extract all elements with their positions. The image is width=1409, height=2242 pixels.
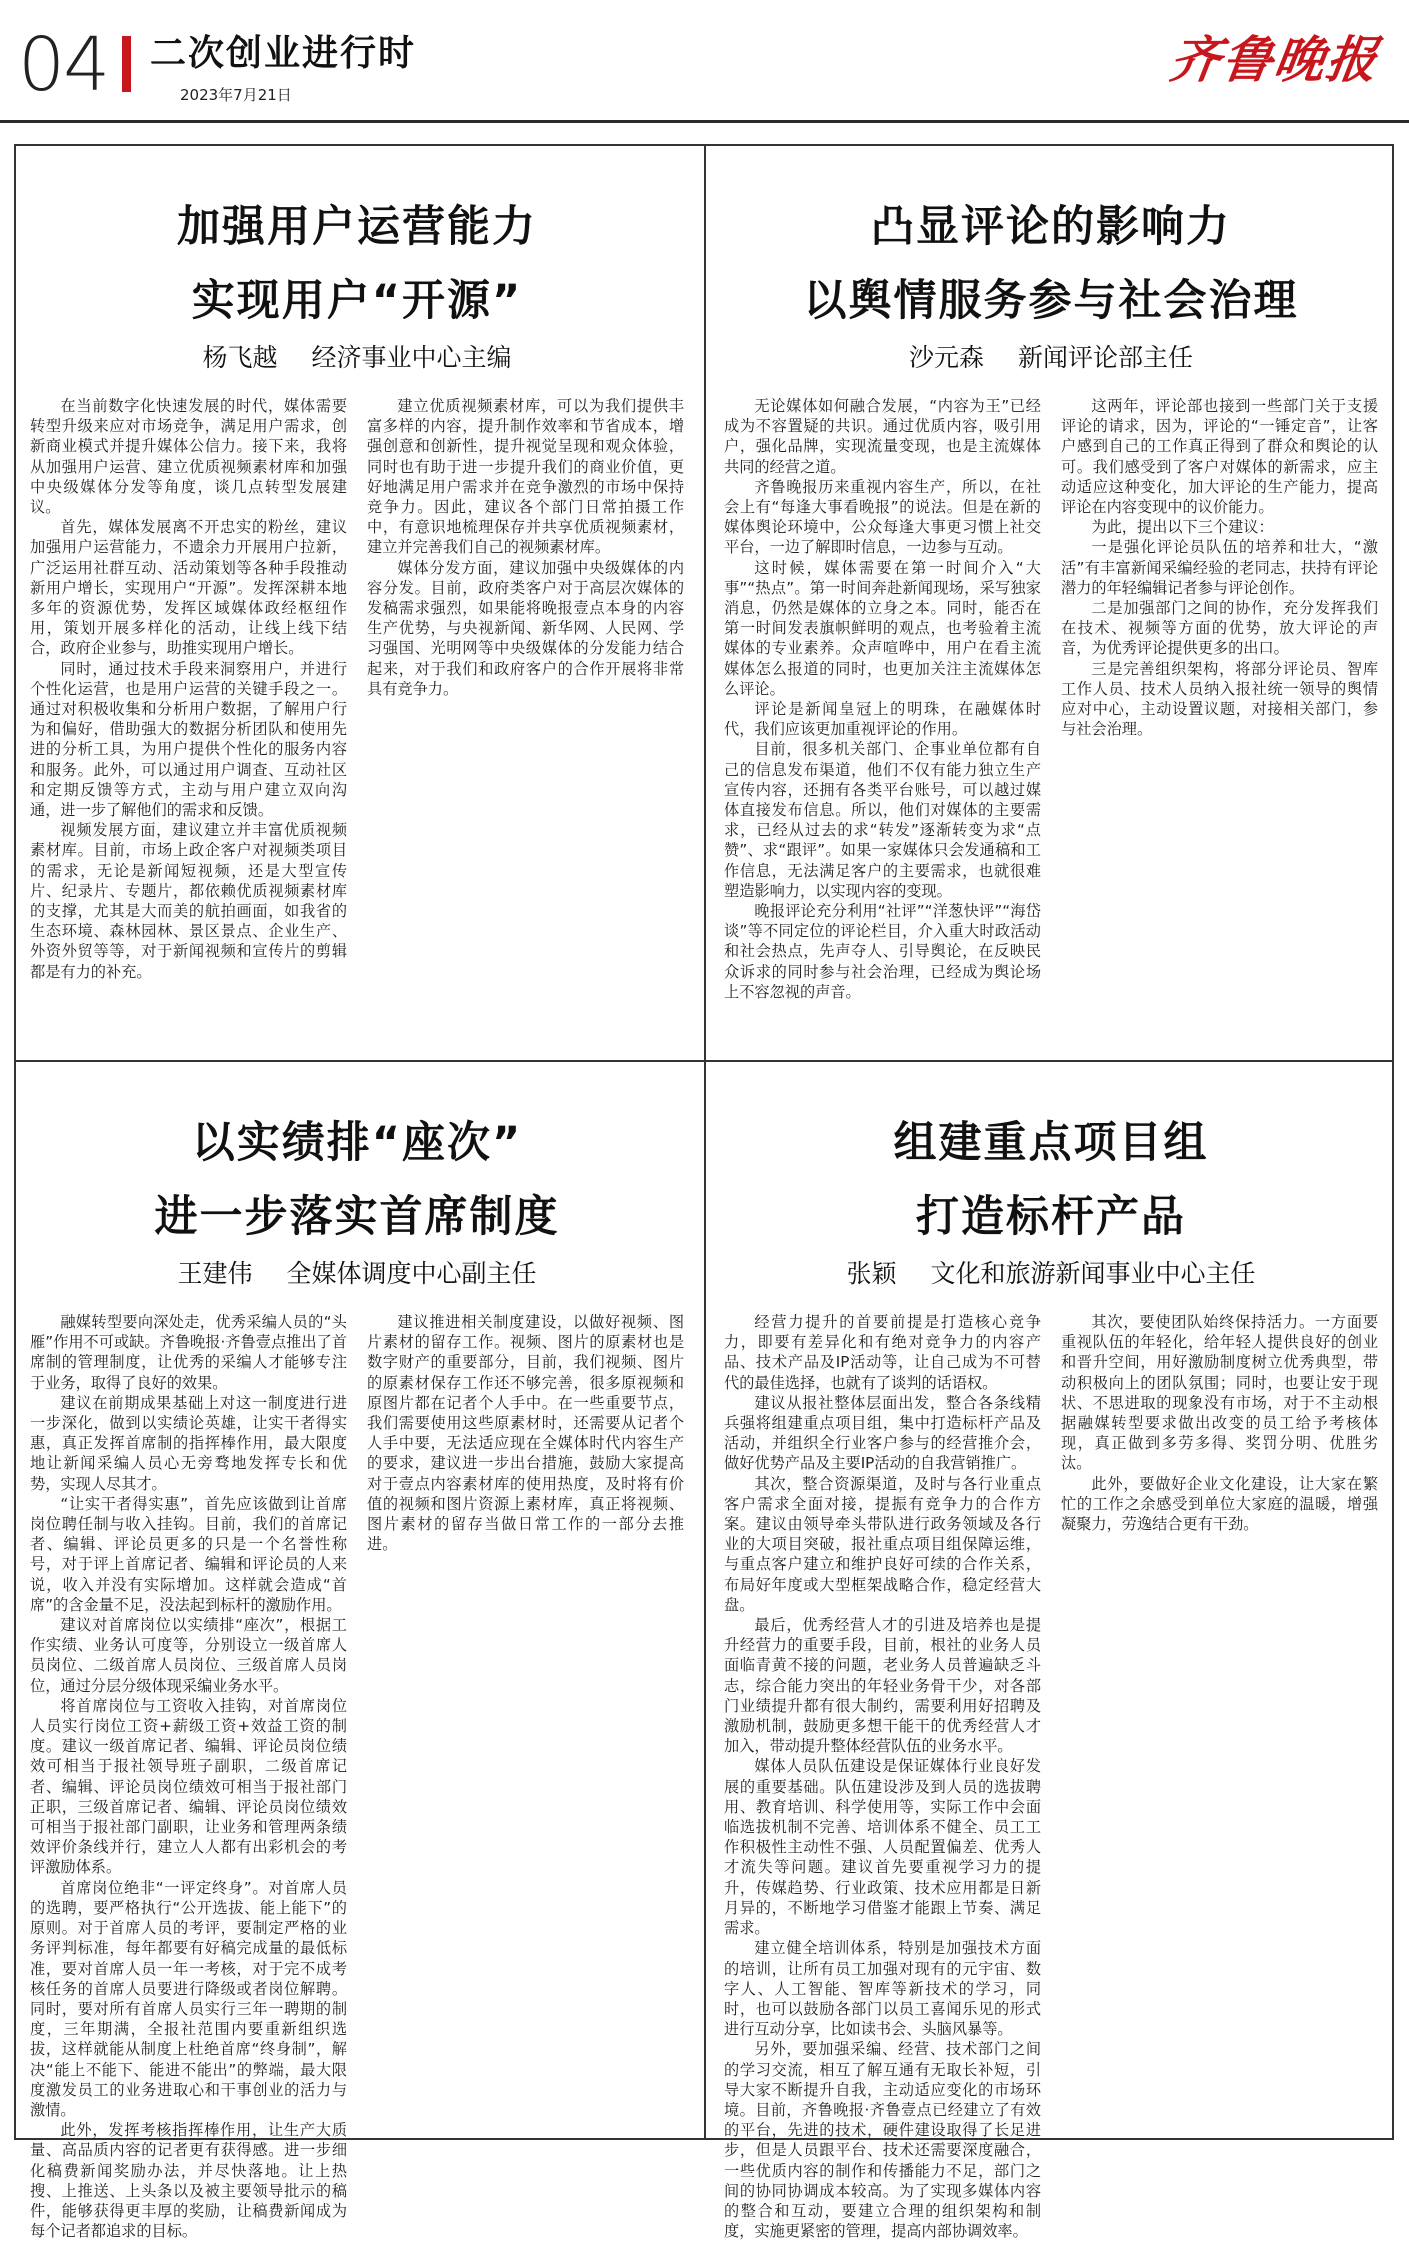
article-title-line1: 组建重点项目组 (893, 1118, 1209, 1168)
paragraph: 这两年，评论部也接到一些部门关于支援评论的请求，因为，评论的“一锤定音”，让客户感到自己的工作真正得到了群众和舆论的认可。我们感受到了客户对媒体的新需求，应主动适应这种变化，加大评论的生产能力，提高评论在内容变现中的议价能力。 (1061, 397, 1378, 517)
author-role: 经济事业中心主编 (311, 343, 512, 372)
paragraph: 建议推进相关制度建设，以做好视频、图片素材的留存工作。视频、图片的原素材也是数字财产的重要部分，目前，我们视频、图片的原素材保存工作还不够完善，很多原视频和原图片都在记者个人手中。在一些重要节点，我们需要使用这些原素材时，还需要从记者个人手中要，无法适应现在全媒体时代内容生产的要求，建议进一步出台措施，鼓励大家提高对于壹点内容素材库的使用热度，及时将有价值的视频和图片资源上素材库，真正将视频、图片素材的留存当做日常工作的一部分去推进。 (367, 1313, 684, 1554)
article-chief-system (30, 1106, 684, 2242)
article-title-line1: 凸显评论的影响力 (871, 202, 1231, 252)
article-title-line2: 打造标杆产品 (916, 1192, 1186, 1242)
newspaper-logo: 齐鲁晚报 (1166, 30, 1383, 89)
article-key-projects (724, 1106, 1378, 2242)
vertical-divider (704, 144, 706, 2140)
paragraph: 此外，发挥考核指挥棒作用，让生产大质量、高品质内容的记者更有获得感。进一步细化稿费新闻奖励办法，并尽快落地。让上热搜、上推送、上头条以及被主要领导批示的稿件，能够获得更丰厚的奖励，让稿费新闻成为每个记者都追求的目标。 (30, 2121, 347, 2241)
paragraph: 将首席岗位与工资收入挂钩，对首席岗位人员实行岗位工资+薪级工资+效益工资的制度。建议一级首席记者、编辑、评论员岗位绩效可相当于报社领导班子副职，二级首席记者、编辑、评论员岗位绩效可相当于报社部门正职，三级首席记者、编辑、评论员岗位绩效可相当于报社部门副职，让业务和管理两条绩效评价条线并行，建立人人都有出彩机会的考评激励体系。 (30, 1696, 347, 1877)
article-title-line1: 加强用户运营能力 (177, 202, 537, 252)
author-name: 杨飞越 (202, 343, 278, 372)
paragraph: 建立健全培训体系，特别是加强技术方面的培训，让所有员工加强对现有的元宇宙、数字人、人工智能、智库等新技术的学习，同时，也可以鼓励各部门以员工喜闻乐见的形式进行互动分享，比如读书会、头脑风暴等。 (724, 1939, 1041, 2039)
paragraph: 其次，整合资源渠道，及时与各行业重点客户需求全面对接，提振有竞争力的合作方案。建议由领导牵头带队进行政务领域及各行业的大项目突破，报社重点项目组保障运维，与重点客户建立和维护良好可续的合作关系，布局好年度或大型框架战略合作，稳定经营大盘。 (724, 1474, 1041, 1614)
paragraph: 此外，要做好企业文化建设，让大家在繁忙的工作之余感受到单位大家庭的温暖，增强凝聚力，劳逸结合更有干劲。 (1061, 1474, 1378, 1534)
article-byline (724, 340, 1378, 376)
section-title: 二次创业进行时 (150, 33, 417, 74)
paragraph: 视频发展方面，建议建立并丰富优质视频素材库。目前，市场上政企客户对视频类项目的需求，无论是新闻短视频，还是大型宣传片、纪录片、专题片，都依赖优质视频素材库的支撑，尤其是大而美的航拍画面，如我省的生态环境、森林园林、景区景点、企业生产、外资外贸等等，对于新闻视频和宣传片的剪辑都是有力的补充。 (30, 821, 347, 981)
article-body (30, 1312, 684, 2242)
paragraph: 评论是新闻皇冠上的明珠，在融媒体时代，我们应该更加重视评论的作用。 (724, 700, 1041, 739)
author-role: 新闻评论部主任 (1018, 343, 1194, 372)
article-byline (30, 1256, 684, 1292)
author-role: 全媒体调度中心副主任 (286, 1259, 537, 1288)
section-accent-bar (122, 36, 131, 92)
article-commentary (724, 190, 1378, 1006)
paragraph: 首先，媒体发展离不开忠实的粉丝，建议加强用户运营能力，不遗余力开展用户拉新，广泛运用社群互动、活动策划等各种手段推动新用户增长，实现用户“开源”。发挥深耕本地多年的资源优势，发挥区域媒体政经枢纽作用，策划开展多样化的活动，让线上线下结合，政府企业参与，助推实现用户增长。 (30, 518, 347, 658)
paragraph: 融媒转型要向深处走，优秀采编人员的“头雁”作用不可或缺。齐鲁晚报·齐鲁壹点推出了首席制的管理制度，让优秀的采编人才能够专注于业务，取得了良好的效果。 (30, 1313, 347, 1392)
author-role: 文化和旅游新闻事业中心主任 (930, 1259, 1256, 1288)
paragraph: 媒体分发方面，建议加强中央级媒体的内容分发。目前，政府类客户对于高层次媒体的发稿需求强烈，如果能将晚报壹点本身的内容生产优势，与央视新闻、新华网、人民网、学习强国、光明网等中央级媒体的分发能力结合起来，对于我们和政府客户的合作开展将非常具有竞争力。 (367, 558, 684, 698)
paragraph: “让实干者得实惠”，首先应该做到让首席岗位聘任制与收入挂钩。目前，我们的首席记者、编辑、评论员更多的只是一个名誉性称号，对于评上首席记者、编辑和评论员的人来说，收入并没有实际增加。这样就会造成“首席”的含金量不足，没法起到标杆的激励作用。 (30, 1494, 347, 1614)
article-byline (30, 340, 684, 376)
article-title-line1: 以实绩排“座次” (191, 1118, 523, 1168)
paragraph: 目前，很多机关部门、企事业单位都有自己的信息发布渠道，他们不仅有能力独立生产宣传内容，还拥有各类平台账号，可以越过媒体直接发布信息。所以，他们对媒体的主要需求，已经从过去的求“转发”逐渐转变为求“点赞”、求“跟评”。如果一家媒体只会发通稿和工作信息，无法满足客户的主要需求，也就很难塑造影响力，以实现内容的变现。 (724, 740, 1041, 900)
paragraph: 三是完善组织架构，将部分评论员、智库工作人员、技术人员纳入报社统一领导的舆情应对中心，主动设置议题，对接相关部门，参与社会治理。 (1061, 659, 1378, 739)
paragraph: 无论媒体如何融合发展，“内容为王”已经成为不容置疑的共识。通过优质内容，吸引用户，强化品牌，实现流量变现，也是主流媒体共同的经营之道。 (724, 397, 1041, 476)
paragraph: 媒体人员队伍建设是保证媒体行业良好发展的重要基础。队伍建设涉及到人员的选拔聘用、教育培训、科学使用等，实际工作中会面临选拔机制不完善、培训体系不健全、员工工作积极性主动性不强、人员配置偏差、优秀人才流失等问题。建议首先要重视学习力的提升，传媒趋势、行业政策、技术应用都是日新月异的，不断地学习借鉴才能跟上节奏、满足需求。 (724, 1757, 1041, 1938)
article-body (724, 1312, 1378, 2242)
article-body (724, 396, 1378, 1006)
paragraph: 在当前数字化快速发展的时代，媒体需要转型升级来应对市场竞争，满足用户需求，创新商业模式并提升媒体公信力。接下来，我将从加强用户运营、建立优质视频素材库和加强中央级媒体分发等角度，谈几点转型发展建议。 (30, 397, 347, 517)
article-user-operation (30, 190, 684, 1006)
header-rule (0, 120, 1409, 123)
paragraph: 建议从报社整体层面出发，整合各条线精兵强将组建重点项目组，集中打造标杆产品及活动，并组织全行业客户参与的经营推介会，做好优势产品及主要IP活动的自我营销推广。 (724, 1393, 1041, 1473)
paragraph: 其次，要使团队始终保持活力。一方面要重视队伍的年轻化，给年轻人提供良好的创业和晋升空间，用好激励制度树立优秀典型，带动积极向上的团队氛围；同时，也要让安于现状、不思进取的现象没有市场，对于不主动根据融媒转型要求做出改变的员工给予考核体现，真正做到多劳多得、奖罚分明、优胜劣汰。 (1061, 1313, 1378, 1473)
paragraph: 经营力提升的首要前提是打造核心竞争力，即要有差异化和有绝对竞争力的内容产品、技术产品及IP活动等，让自己成为不可替代的最佳选择，也就有了谈判的话语权。 (724, 1313, 1041, 1392)
paragraph: 一是强化评论员队伍的培养和壮大，“激活”有丰富新闻采编经验的老同志，扶持有评论潜力的年轻编辑记者参与评论创作。 (1061, 538, 1378, 597)
paragraph: 首席岗位绝非“一评定终身”。对首席人员的选聘，要严格执行“公开选拔、能上能下”的原则。对于首席人员的考评，要制定严格的业务评判标准，每年都要有好稿完成量的最低标准，要对首席人员一年一考核，对于完不成考核任务的首席人员要进行降级或者岗位解聘。同时，要对所有首席人员实行三年一聘期的制度，三年期满，全报社范围内要重新组织选拔，这样就能从制度上杜绝首席“终身制”，解决“能上不能下、能进不能出”的弊端，最大限度激发员工的业务进取心和干事创业的活力与激情。 (30, 1878, 347, 2119)
paragraph: 建议在前期成果基础上对这一制度进行进一步深化，做到以实绩论英雄，让实干者得实惠，真正发挥首席制的指挥棒作用，最大限度地让新闻采编人员心无旁骛地发挥专长和优势，实现人尽其才。 (30, 1393, 347, 1493)
paragraph: 建立优质视频素材库，可以为我们提供丰富多样的内容，提升制作效率和节省成本，增强创意和创新性，提升视觉呈现和观众体验，同时也有助于进一步提升我们的商业价值，更好地满足用户需求并在竞争激烈的市场中保持竞争力。因此，建议各个部门日常拍摄工作中，有意识地梳理保存并共享优质视频素材，建立并完善我们自己的视频素材库。 (367, 397, 684, 557)
paragraph: 晚报评论充分利用“社评”“洋葱快评”“海岱谈”等不同定位的评论栏目，介入重大时政活动和社会热点，先声夺人、引导舆论，在反映民众诉求的同时参与社会治理，已经成为舆论场上不容忽视的声音。 (724, 902, 1041, 1001)
page-number: 04 (18, 22, 109, 108)
paragraph: 这时候，媒体需要在第一时间介入“大事”“热点”。第一时间奔赴新闻现场，采写独家消息，仍然是媒体的立身之本。同时，能否在第一时间发表旗帜鲜明的观点，也考验着主流媒体的专业素养。众声喧哗中，用户在看主流媒体怎么报道的同时，也更加关注主流媒体怎么评论。 (724, 558, 1041, 698)
article-title-line2: 以舆情服务参与社会治理 (803, 276, 1299, 326)
author-name: 张颖 (846, 1259, 897, 1288)
article-body (30, 396, 684, 1006)
article-title-line2: 实现用户“开源” (191, 276, 523, 326)
article-title-line2: 进一步落实首席制度 (154, 1192, 560, 1242)
horizontal-divider (14, 1060, 1394, 1062)
paragraph: 二是加强部门之间的协作，充分发挥我们在技术、视频等方面的优势，放大评论的声音，为优秀评论提供更多的出口。 (1061, 599, 1378, 658)
author-name: 沙元森 (908, 343, 984, 372)
paragraph: 建议对首席岗位以实绩排“座次”，根据工作实绩、业务认可度等，分别设立一级首席人员岗位、二级首席人员岗位、三级首席人员岗位，通过分层分级体现采编业务水平。 (30, 1616, 347, 1695)
author-name: 王建伟 (177, 1259, 253, 1288)
paragraph: 同时，通过技术手段来洞察用户，并进行个性化运营，也是用户运营的关键手段之一。通过对积极收集和分析用户数据，了解用户行为和偏好，借助强大的数据分析团队和使用先进的分析工具，为用户提供个性化的服务内容和服务。此外，可以通过用户调查、互动社区和定期反馈等方式，主动与用户建立双向沟通，进一步了解他们的需求和反馈。 (30, 659, 347, 820)
article-byline (724, 1256, 1378, 1292)
issue-date: 2023年7月21日 (180, 86, 292, 104)
paragraph: 另外，要加强采编、经营、技术部门之间的学习交流，相互了解互通有无取长补短，引导大家不断提升自我，主动适应变化的市场环境。目前，齐鲁晚报·齐鲁壹点已经建立了有效的平台，先进的技术，硬件建设取得了长足进步，但是人员跟平台、技术还需要深度融合，一些优质内容的制作和传播能力不足，部门之间的协同协调成本较高。为了实现多媒体内容的整合和互动，要建立合理的组织架构和制度，实施更紧密的管理，提高内部协调效率。 (724, 2040, 1041, 2241)
paragraph: 最后，优秀经营人才的引进及培养也是提升经营力的重要手段，目前，根社的业务人员面临青黄不接的问题，老业务人员普遍缺乏斗志，综合能力突出的年轻业务骨干少，对各部门业绩提升都有很大制约，需要利用好招聘及激励机制，鼓励更多想干能干的优秀经营人才加入，带动提升整体经营队伍的业务水平。 (724, 1616, 1041, 1756)
paragraph: 为此，提出以下三个建议： (1091, 518, 1274, 537)
paragraph: 齐鲁晚报历来重视内容生产，所以，在社会上有“每逢大事看晚报”的说法。但是在新的媒体舆论环境中，公众每逢大事更习惯上社交平台，一边了解即时信息，一边参与互动。 (724, 477, 1041, 557)
